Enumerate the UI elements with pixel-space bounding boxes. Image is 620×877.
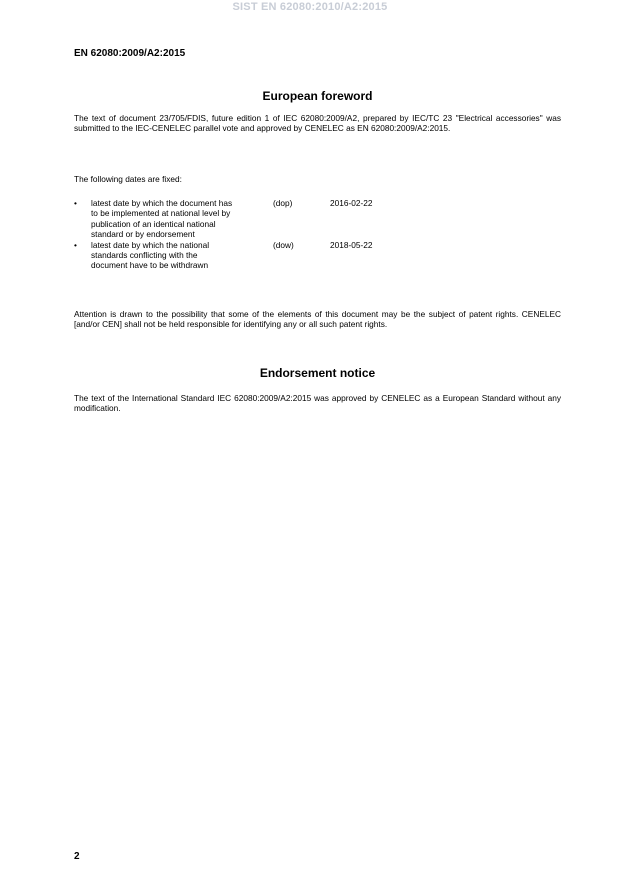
- dates-intro: The following dates are fixed:: [74, 174, 182, 184]
- endorsement-notice-heading: Endorsement notice: [259, 366, 376, 380]
- page-number: 2: [74, 851, 80, 862]
- date-description-line: document have to be withdrawn: [91, 260, 209, 271]
- date-description-line: standards conflicting with the: [91, 250, 198, 261]
- endorsement-paragraph: The text of the International Standard IEC 62080:2009/A2:2015 was approved by CENELEC as a European Standard without any modification.: [74, 393, 561, 414]
- date-description: [91, 240, 273, 271]
- patent-attention-paragraph: Attention is drawn to the possibility that some of the elements of this document may be the subject of patent rights. CENELEC [and/or CEN] shall not be held responsible for identifying any or all such patent rights.: [74, 309, 561, 330]
- date-description-line: latest date by which the national: [91, 239, 210, 250]
- watermark: SIST EN 62080:2010/A2:2015: [232, 1, 388, 13]
- european-foreword-heading: European foreword: [262, 89, 373, 103]
- date-item-dop: [74, 198, 474, 240]
- document-identifier: EN 62080:2009/A2:2015: [74, 48, 186, 59]
- date-value: 2018-05-22: [330, 239, 373, 250]
- date-description: [91, 198, 273, 240]
- date-value: 2016-02-22: [330, 198, 373, 208]
- date-code: (dop): [273, 198, 293, 208]
- bullet-marker: •: [74, 239, 77, 250]
- date-code: (dow): [273, 239, 294, 250]
- date-description-line: publication of an identical national: [91, 218, 216, 229]
- date-description-line: to be implemented at national level by: [91, 208, 231, 219]
- bullet-marker: •: [74, 198, 77, 208]
- date-description-line: standard or by endorsement: [91, 229, 195, 240]
- date-description-line: latest date by which the document has: [91, 198, 233, 208]
- foreword-paragraph: The text of document 23/705/FDIS, future edition 1 of IEC 62080:2009/A2, prepared by IEC/TC 23 "Electrical accessories" was submitted to the IEC-CENELEC parallel vote and approved by CENELEC as EN 62080:2009/A2:2015.: [74, 113, 561, 134]
- date-item-dow: [74, 240, 474, 271]
- fixed-dates-list: [74, 198, 474, 271]
